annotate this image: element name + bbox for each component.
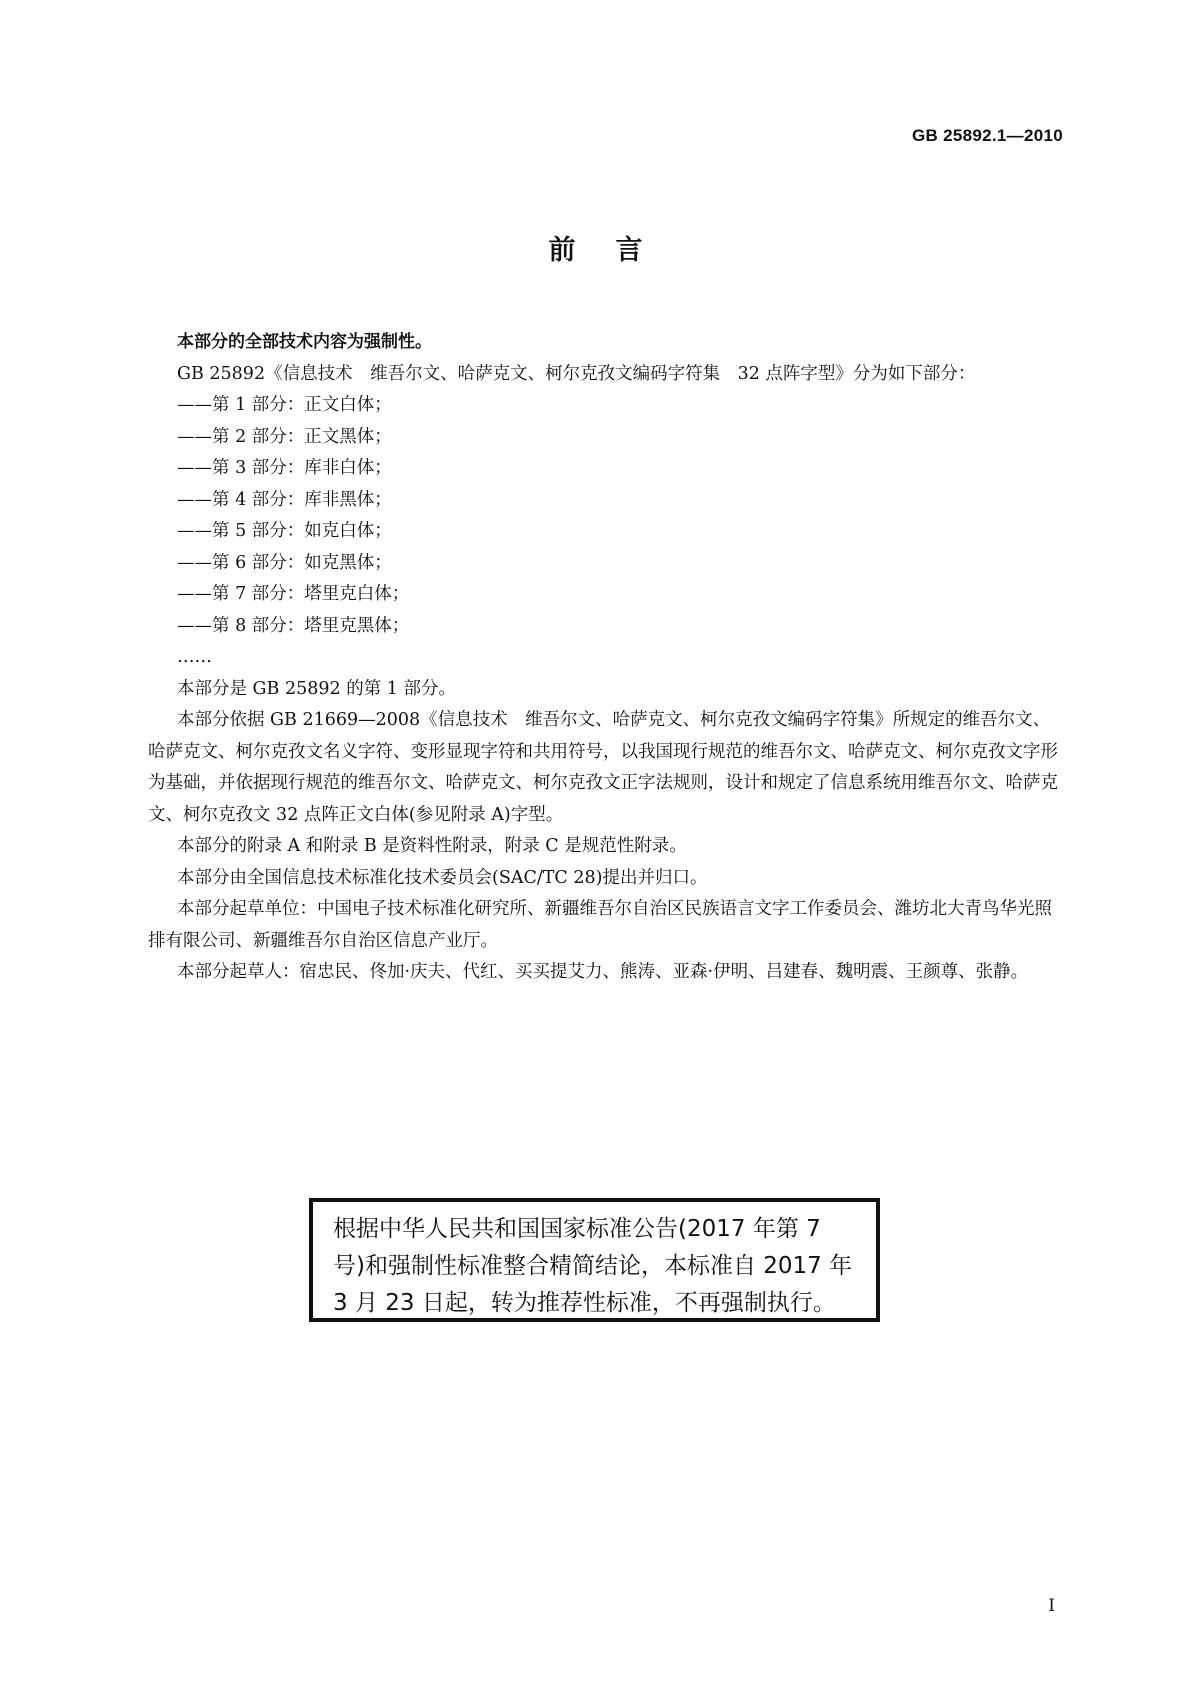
proposer-statement: 本部分由全国信息技术标准化技术委员会(SAC/TC 28)提出并归口。 — [177, 867, 708, 888]
parts-intro: GB 25892《信息技术 维吾尔文、哈萨克文、柯尔克孜文编码字符集 32 点阵字型》分为如下部分： — [177, 363, 976, 384]
page-number: I — [1048, 1596, 1055, 1616]
part-list-item: ——第 6 部分：如克黑体； — [177, 552, 392, 573]
drafters: 本部分起草人：宿忠民、佟加·庆夫、代红、买买提艾力、熊涛、亚森·伊明、吕建春、魏明震、王颜尊、张静。 — [177, 962, 1029, 982]
basis-paragraph: 本部分依据 GB 21669—2008《信息技术 维吾尔文、哈萨克文、柯尔克孜文编码字符集》所规定的维吾尔文、哈萨克文、柯尔克孜文名义字符、变形显现字符和共用符号，以我国现行规范的维吾尔文、哈萨克文、柯尔克孜文字形为基础，并依据现行规范的维吾尔文、哈萨克文、柯尔克孜文正字法规则，设计和规定了信息系统用维吾尔文、哈萨克文、柯尔克孜文 32 点阵正文白体(参见附录 A)字型。 — [148, 710, 1058, 825]
foreword-body — [148, 327, 1062, 989]
standard-number: GB 25892.1—2010 — [912, 126, 1063, 145]
part-list-item: ——第 4 部分：库非黑体； — [177, 489, 392, 510]
part-list-item: ——第 2 部分：正文黑体； — [177, 426, 392, 447]
drafting-units: 本部分起草单位：中国电子技术标准化研究所、新疆维吾尔自治区民族语言文字工作委员会、潍坊北大青鸟华光照排有限公司、新疆维吾尔自治区信息产业厅。 — [148, 899, 1052, 951]
ellipsis: …… — [177, 647, 212, 667]
part-list-item: ——第 1 部分：正文白体； — [177, 395, 392, 415]
part-list-item: ——第 3 部分：库非白体； — [177, 458, 392, 478]
part-list-item: ——第 5 部分：如克白体； — [177, 521, 392, 541]
page-title: 前言 — [548, 235, 683, 266]
part-list-item: ——第 8 部分：塔里克黑体； — [177, 615, 410, 636]
status-notice-box: 根据中华人民共和国国家标准公告(2017 年第 7 号)和强制性标准整合精简结论，本标准自 2017 年 3 月 23 日起，转为推荐性标准，不再强制执行。 — [309, 1198, 880, 1322]
part-list-item: ——第 7 部分：塔里克白体； — [177, 584, 410, 604]
mandatory-statement: 本部分的全部技术内容为强制性。 — [177, 332, 432, 352]
this-part-statement: 本部分是 GB 25892 的第 1 部分。 — [177, 678, 456, 699]
appendix-statement: 本部分的附录 A 和附录 B 是资料性附录，附录 C 是规范性附录。 — [177, 836, 687, 856]
